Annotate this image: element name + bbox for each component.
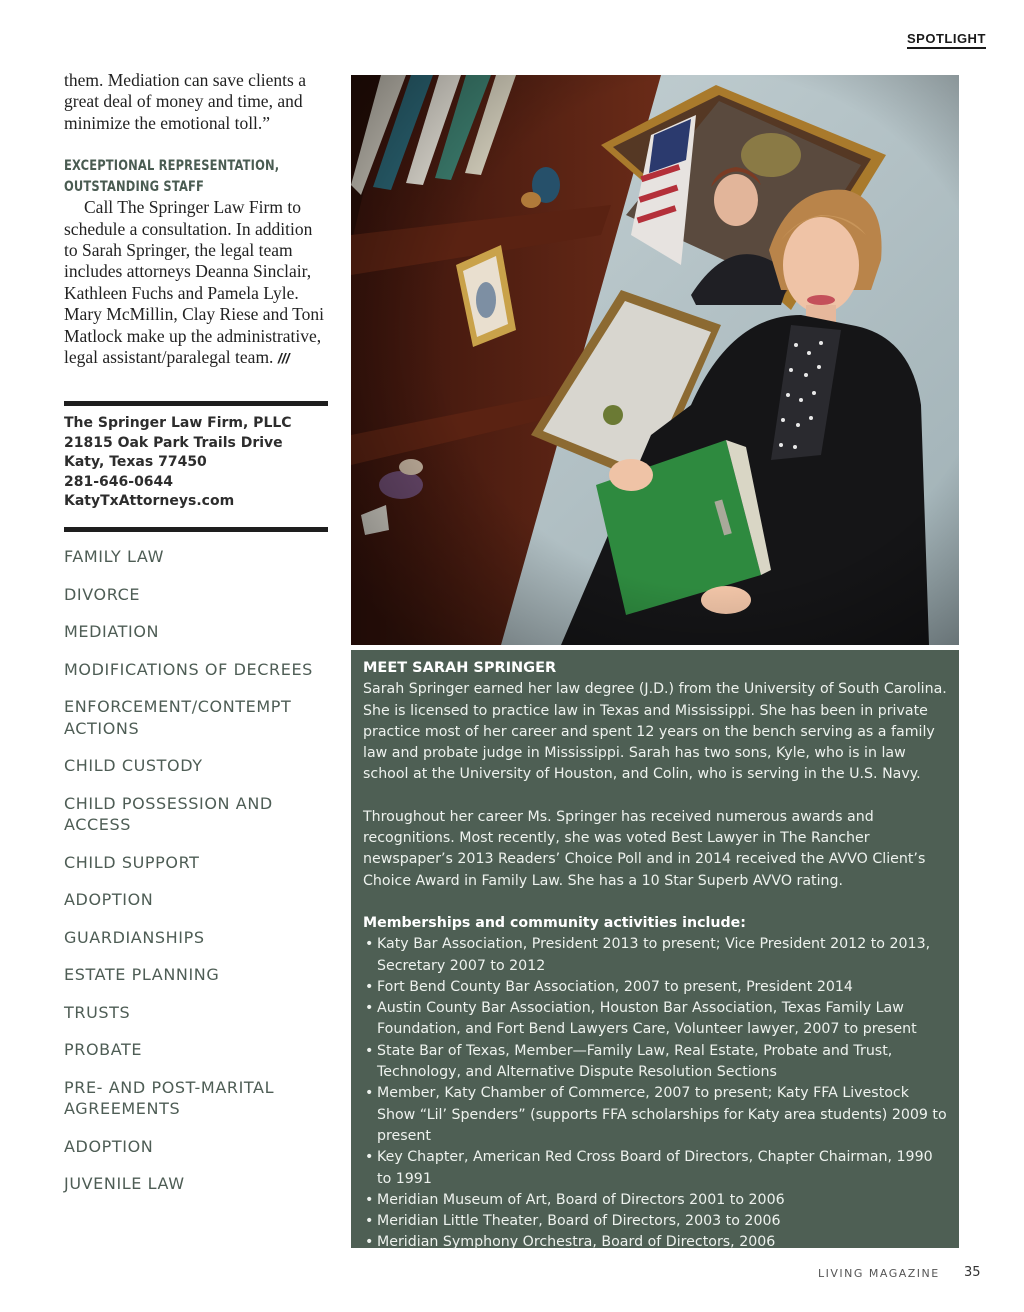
website-link[interactable]: KatyTxAttorneys.com [64, 493, 235, 510]
body-text-content: Call The Springer Law Firm to schedule a consultation. In addition to Sarah Springer, the legal team includes attorneys Deanna Sinclair, Kathleen Fuchs and Pamela Lyle. Mary McMillin, Clay Riese and Toni Matlock make up the administrative, legal assistant/paralegal team. [64, 197, 324, 368]
profile-sidebar [351, 650, 959, 1251]
subheading-line-2: OUTSTANDING STAFF [64, 179, 205, 196]
address-line-2: Katy, Texas 77450 [64, 454, 207, 471]
membership-item: • State Bar of Texas, Member—Family Law, Real Estate, Probate and Trust, Technology, and Alternative Dispute Resolution Sections [363, 1041, 949, 1084]
page-number: 35 [964, 1265, 981, 1280]
membership-item: • Key Chapter, American Red Cross Board of Directors, Chapter Chairman, 1990 to 1991 [363, 1147, 949, 1190]
end-mark: /// [277, 350, 290, 367]
article-column [64, 70, 329, 369]
practice-area-item: PROBATE [64, 1040, 143, 1059]
practice-area-item: CHILD CUSTODY [64, 756, 203, 775]
bio-paragraph: Sarah Springer earned her law degree (J.D.) from the University of South Carolina. She is licensed to practice law in Texas and Mississippi. She has been in private practice most of her career and spent 12 years on the bench serving as a family law and probate judge in Mississippi. Sarah has two sons, Kyle, who is in law school at the University of Houston, and Colin, who is serving in the U.S. Navy. [363, 681, 947, 783]
practice-area-item: ADOPTION [64, 890, 154, 909]
practice-area-item: ADOPTION [64, 1136, 154, 1156]
practice-area-item: MEDIATION [64, 622, 160, 641]
divider-bottom [64, 527, 328, 532]
practice-area-item: DIVORCE [64, 584, 141, 604]
phone-number: 281-646-0644 [64, 473, 174, 490]
portrait-photo [351, 75, 959, 645]
membership-item: • Katy Bar Association, President 2013 to present; Vice President 2012 to 2013, Secretary 2007 to 2012 [363, 934, 949, 977]
contact-block [64, 414, 329, 512]
practice-area-item: CHILD SUPPORT [64, 852, 200, 872]
practice-area-item: PRE- AND POST-MARITAL AGREEMENTS [64, 1077, 275, 1118]
practice-area-item: ESTATE PLANNING [64, 965, 220, 984]
spacer [363, 892, 949, 913]
firm-name: The Springer Law Firm, PLLC [64, 415, 292, 431]
divider-top [64, 401, 328, 406]
body-text [64, 197, 329, 369]
memberships-list [363, 934, 949, 1253]
awards-paragraph: Throughout her career Ms. Springer has received numerous awards and recognitions. Most recently, she was voted Best Lawyer in The Rancher newspaper’s 2013 Readers’ Choice Poll and in 2014 received the AVVO Client’s Choice Award in Family Law. She has a 10 Star Superb AVVO rating. [363, 808, 926, 889]
membership-item: • Austin County Bar Association, Houston Bar Association, Texas Family Law Foundation, and Fort Bend Lawyers Care, Volunteer lawyer, 2007 to present [363, 998, 949, 1041]
membership-item: • Meridian Museum of Art, Board of Directors 2001 to 2006 [363, 1190, 949, 1211]
practice-areas-list [64, 546, 334, 1211]
subheading-line-1: EXCEPTIONAL REPRESENTATION, [64, 158, 280, 175]
membership-item: • Fort Bend County Bar Association, 2007 to present, President 2014 [363, 977, 949, 998]
membership-item: • Meridian Symphony Orchestra, Board of Directors, 2006 [363, 1232, 949, 1253]
address-line-1: 21815 Oak Park Trails Drive [64, 434, 283, 451]
practice-area-item: CHILD POSSESSION AND ACCESS [64, 793, 273, 834]
membership-item: • Member, Katy Chamber of Commerce, 2007 to present; Katy FFA Livestock Show “Lil’ Spenders” (supports FFA scholarships for Katy area students) 2009 to present [363, 1083, 949, 1147]
spacer [363, 786, 949, 807]
magazine-name: LIVING MAGAZINE [818, 1267, 940, 1280]
intro-text: them. Mediation can save clients a great deal of money and time, and minimize the emotional toll.” [64, 70, 307, 133]
membership-item: • Meridian Little Theater, Board of Directors, 2003 to 2006 [363, 1211, 949, 1232]
practice-area-item: GUARDIANSHIPS [64, 927, 205, 947]
practice-area-item: ENFORCEMENT/CONTEMPT ACTIONS [64, 697, 292, 738]
practice-area-item: TRUSTS [64, 1002, 131, 1022]
section-label: SPOTLIGHT [907, 31, 986, 49]
sidebar-title: MEET SARAH SPRINGER [363, 660, 557, 676]
practice-area-item: MODIFICATIONS OF DECREES [64, 659, 313, 679]
subheading [64, 156, 281, 197]
practice-area-item: FAMILY LAW [64, 547, 165, 566]
memberships-title: Memberships and community activities include: [363, 914, 746, 931]
practice-area-item: JUVENILE LAW [64, 1174, 185, 1193]
